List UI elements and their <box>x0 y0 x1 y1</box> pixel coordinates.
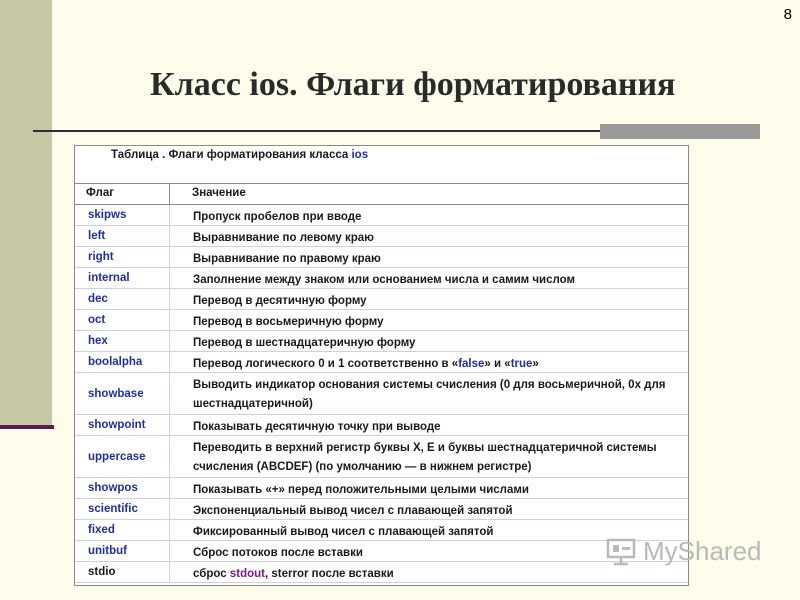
title-underline <box>33 130 603 132</box>
header-value: Значение <box>192 187 246 199</box>
table-row <box>75 499 688 520</box>
desc-cell <box>170 352 688 372</box>
table-row <box>75 310 688 331</box>
flag-cell: hex <box>75 331 170 351</box>
table-row <box>75 373 688 415</box>
desc-cell: Показывать десятичную точку при выводе <box>193 421 441 433</box>
flag-cell: dec <box>75 289 170 309</box>
slide-title: Класс ios. Флаги форматирования <box>150 66 676 103</box>
flag-cell: uppercase <box>75 436 170 477</box>
table-row <box>75 289 688 310</box>
desc-text: Перевод логического 0 и 1 соответственно в « <box>193 358 459 370</box>
flag-cell: internal <box>75 268 170 288</box>
left-decor-line <box>0 425 54 429</box>
flag-cell: scientific <box>75 499 170 519</box>
flag-cell: fixed <box>75 520 170 540</box>
watermark <box>605 536 762 567</box>
desc-cell: Заполнение между знаком или основанием числа и самим числом <box>193 274 576 286</box>
flag-cell: unitbuf <box>75 541 170 561</box>
title-underline-block <box>600 124 760 139</box>
desc-text: , sterror после вставки <box>264 568 394 580</box>
desc-cell: Перевод в десятичную форму <box>193 295 367 307</box>
table-header-row <box>75 184 688 205</box>
table-row <box>75 436 688 478</box>
table-row <box>75 415 688 436</box>
table-row <box>75 247 688 268</box>
keyword-false: false <box>458 358 485 370</box>
desc-cell: Экспоненциальный вывод чисел с плавающей запятой <box>193 505 513 517</box>
desc-text: » <box>532 358 539 370</box>
flag-cell: showbase <box>75 373 170 414</box>
flag-cell: oct <box>75 310 170 330</box>
desc-cell: Перевод в шестнадцатеричную форму <box>193 337 416 349</box>
table-row <box>75 520 688 541</box>
flags-table <box>74 145 689 586</box>
page-number: 8 <box>783 6 792 23</box>
desc-cell: Пропуск пробелов при вводе <box>193 211 362 223</box>
table-row <box>75 478 688 499</box>
desc-text: сброс <box>193 568 230 580</box>
table-row <box>75 331 688 352</box>
desc-cell: Переводить в верхний регистр буквы X, E и буквы шестнадцатеричной системы счисления (ABCDEF) (по умолчанию — в нижнем регистре) <box>193 442 657 473</box>
table-row <box>75 205 688 226</box>
table-caption-text: Таблица . Флаги форматирования класса <box>111 149 349 161</box>
left-decor-band <box>0 0 52 425</box>
desc-cell: Сброс потоков после вставки <box>193 547 363 559</box>
desc-cell: Выводить индикатор основания системы счисления (0 для восьмеричной, 0x для шестнадцатеричной) <box>193 379 666 410</box>
desc-cell: Выравнивание по правому краю <box>193 253 381 265</box>
desc-cell: Перевод в восьмеричную форму <box>193 316 384 328</box>
desc-cell: Показывать «+» перед положительными целыми числами <box>193 484 529 496</box>
desc-cell: Фиксированный вывод чисел с плавающей запятой <box>193 526 494 538</box>
projector-icon <box>605 537 639 567</box>
watermark-text: MyShared <box>643 536 762 566</box>
flag-cell: left <box>75 226 170 246</box>
table-row <box>75 541 688 562</box>
table-row <box>75 352 688 373</box>
table-caption <box>75 146 688 184</box>
header-flag: Флаг <box>75 184 170 204</box>
keyword-stdout: stdout <box>229 568 265 580</box>
desc-text: » и « <box>484 358 511 370</box>
flag-cell: stdio <box>75 562 170 582</box>
table-caption-keyword: ios <box>351 149 369 161</box>
table-row <box>75 226 688 247</box>
flag-cell: showpos <box>75 478 170 498</box>
table-row <box>75 268 688 289</box>
flag-cell: boolalpha <box>75 352 170 372</box>
flag-cell: showpoint <box>75 415 170 435</box>
flag-cell: skipws <box>75 205 170 225</box>
table-row <box>75 562 688 583</box>
keyword-true: true <box>510 358 533 370</box>
flag-cell: right <box>75 247 170 267</box>
desc-cell: Выравнивание по левому краю <box>193 232 375 244</box>
